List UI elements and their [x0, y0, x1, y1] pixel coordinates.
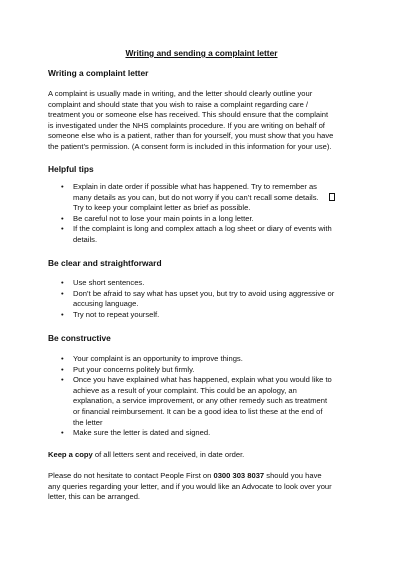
- list-item-line: Use short sentences.: [73, 278, 145, 287]
- intro-line: complaint and should state that you wish to raise a complaint regarding care /: [48, 99, 309, 109]
- keep-copy-note: [48, 450, 378, 461]
- intro-line: someone else who is a patient, rather than for yourself, you must show that you have: [48, 131, 334, 141]
- intro-paragraph: [48, 89, 378, 153]
- document-title: Writing and sending a complaint letter: [125, 48, 278, 58]
- list-item: [0, 375, 403, 428]
- heading-be-clear: Be clear and straightforward: [48, 258, 162, 268]
- list-item-line: many details as you can, but do not worry if you can’t recall some details.: [73, 192, 319, 202]
- intro-line: A complaint is usually made in writing, and the letter should clearly outline your: [48, 89, 313, 98]
- heading-be-constructive: Be constructive: [48, 333, 111, 343]
- heading-helpful-tips: Helpful tips: [48, 164, 94, 174]
- list-item-line: or financial reimbursement. It can be a good idea to list these at the end of: [73, 406, 323, 416]
- bullet-icon: •: [61, 428, 64, 438]
- list-item-line: Once you have explained what has happened, explain what you would like to: [73, 375, 332, 385]
- contact-line: any queries regarding your letter, and if you would like an Advocate to look over your: [48, 481, 332, 491]
- list-item: [0, 428, 403, 439]
- list-item-line: explanation, a service improvement, or any other remedy such as treatment: [73, 396, 328, 406]
- list-item-line: Make sure the letter is dated and signed.: [73, 428, 211, 438]
- list-item-line: Explain in date order if possible what has happened. Try to remember as: [73, 182, 317, 191]
- list-item-line: Be careful not to lose your main points in a long letter.: [73, 213, 254, 223]
- bullet-icon: •: [61, 354, 64, 363]
- list-item-line: Put your concerns politely but firmly.: [73, 364, 195, 374]
- list-item-line: Your complaint is an opportunity to improve things.: [73, 354, 243, 363]
- list-item: [0, 278, 403, 289]
- bullet-icon: •: [61, 309, 64, 319]
- contact-text: Please do not hesitate to contact People First on: [48, 471, 214, 480]
- intro-line: the patient’s permission. (A consent form is included in this information for your use).: [48, 141, 332, 151]
- list-item-line: accusing language.: [73, 299, 139, 309]
- bullet-icon: •: [61, 182, 64, 191]
- be-clear-list: [0, 278, 403, 320]
- bullet-icon: •: [61, 224, 64, 234]
- list-item-line: the letter: [73, 417, 103, 427]
- contact-line: letter, this can be arranged.: [48, 492, 141, 502]
- be-constructive-list: [0, 354, 403, 439]
- intro-line: is investigated under the NHS complaints procedure. If you are writing on behalf of: [48, 120, 325, 130]
- contact-paragraph: [48, 471, 378, 503]
- keep-copy-text: of all letters sent and received, in date order.: [92, 450, 245, 459]
- list-item: [0, 214, 403, 225]
- heading-writing-complaint-letter: Writing a complaint letter: [48, 68, 149, 78]
- missing-glyph-box-icon: [329, 193, 335, 201]
- list-item-line: Try to keep your complaint letter as brief as possible.: [73, 203, 251, 213]
- bullet-icon: •: [61, 278, 64, 287]
- list-item-line: details.: [73, 234, 98, 244]
- list-item: [0, 289, 403, 310]
- keep-copy-label: Keep a copy: [48, 450, 93, 459]
- bullet-icon: •: [61, 364, 64, 374]
- bullet-icon: •: [61, 375, 64, 385]
- intro-line: treatment you or someone else has received. This should ensure that the complaint: [48, 110, 329, 120]
- helpful-tips-list: [0, 182, 403, 246]
- list-item: [0, 182, 403, 214]
- list-item: [0, 224, 403, 245]
- list-item: [0, 310, 403, 321]
- bullet-icon: •: [61, 213, 64, 223]
- list-item-line: If the complaint is long and complex attach a log sheet or diary of events with: [73, 224, 332, 234]
- list-item: [0, 354, 403, 365]
- list-item: [0, 365, 403, 376]
- contact-text: should you have: [264, 471, 322, 480]
- bullet-icon: •: [61, 288, 64, 298]
- list-item-line: achieve as a result of your complaint. This could be an apology, an: [73, 385, 297, 395]
- phone-number: 0300 303 8037: [213, 471, 265, 480]
- list-item-line: Try not to repeat yourself.: [73, 309, 160, 319]
- list-item-line: Don’t be afraid to say what has upset you, but try to avoid using aggressive or: [73, 288, 335, 298]
